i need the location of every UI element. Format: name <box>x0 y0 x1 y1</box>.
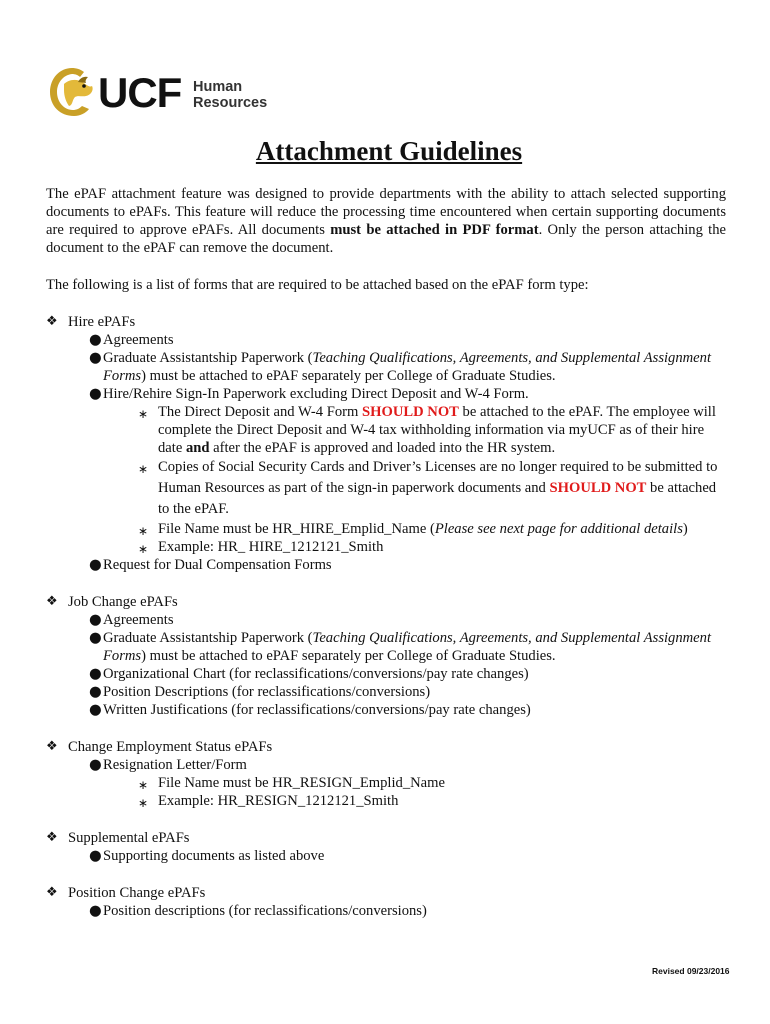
bullet-icon: ● <box>89 349 102 366</box>
list-item <box>46 331 726 349</box>
asterisk-bullet-icon: ∗ <box>138 524 149 538</box>
section-heading <box>46 313 726 331</box>
sub-item-text: after the ePAF is approved and loaded into the HR system. <box>209 440 556 456</box>
diamond-bullet-icon: ❖ <box>46 594 58 609</box>
asterisk-bullet-icon: ∗ <box>138 462 149 476</box>
list-item-text: Hire/Rehire Sign-In Paperwork excluding Direct Deposit and W-4 Form. <box>103 386 529 402</box>
list-item <box>46 902 726 920</box>
section-hire <box>46 313 726 574</box>
sub-item-text: The Direct Deposit and W-4 Form <box>158 404 362 420</box>
list-item-italic: Teaching Qualifications, Agreements, and Supplemental Assignment Forms <box>103 630 712 664</box>
list-item-text: ) must be attached to ePAF separately per College of Graduate Studies. <box>141 368 556 384</box>
list-item <box>46 756 726 774</box>
list-item <box>46 701 726 719</box>
logo-subtitle-line-2: Resources <box>193 95 268 111</box>
section-heading <box>46 593 726 611</box>
asterisk-bullet-icon: ∗ <box>138 796 149 810</box>
list-item-italic: Teaching Qualifications, Agreements, and Supplemental Assignment Forms <box>103 350 712 384</box>
list-item-text: Graduate Assistantship Paperwork ( <box>103 350 313 366</box>
ucf-hr-logo <box>42 62 282 122</box>
asterisk-bullet-icon: ∗ <box>138 542 149 556</box>
asterisk-bullet-icon: ∗ <box>138 778 149 792</box>
section-heading-text: Hire ePAFs <box>68 314 136 330</box>
revision-date: Revised 09/23/2016 <box>652 966 730 976</box>
sub-item-italic: Please see next page for additional details <box>434 521 683 537</box>
section-heading-text: Change Employment Status ePAFs <box>68 739 273 755</box>
lead-paragraph: The following is a list of forms that are required to be attached based on the ePAF form type: <box>46 277 589 293</box>
list-item <box>46 349 726 385</box>
emphasis-warning: SHOULD NOT <box>362 404 459 420</box>
section-job-change <box>46 593 726 719</box>
bullet-icon: ● <box>89 683 102 700</box>
list-item-text: Written Justifications (for reclassifications/conversions/pay rate changes) <box>103 702 531 718</box>
sub-list-item <box>46 538 726 556</box>
section-position-change <box>46 884 726 920</box>
bullet-icon: ● <box>89 847 102 864</box>
bullet-icon: ● <box>89 331 102 348</box>
list-item-text: Position Descriptions (for reclassifications/conversions) <box>103 684 431 700</box>
bullet-icon: ● <box>89 629 102 646</box>
list-item <box>46 385 726 403</box>
sub-list-item <box>46 403 726 457</box>
sub-list-item <box>46 457 726 520</box>
logo-subtitle <box>193 79 267 111</box>
sub-item-text: Example: HR_ HIRE_1212121_Smith <box>158 539 384 555</box>
list-item <box>46 611 726 629</box>
section-supplemental <box>46 829 726 865</box>
section-heading <box>46 738 726 756</box>
page-title: Attachment Guidelines <box>255 136 523 166</box>
bullet-icon: ● <box>89 756 102 773</box>
list-item-text: Agreements <box>103 612 174 628</box>
list-item <box>46 665 726 683</box>
document-body <box>46 185 726 920</box>
section-heading-text: Position Change ePAFs <box>68 885 206 901</box>
sub-list-item <box>46 792 726 810</box>
sub-list-item <box>46 774 726 792</box>
sub-item-text: Copies of Social Security Cards and Driver’s Licenses are no longer required to be submitted to Human Resources as part of the sign-in paperwork documents and <box>158 459 718 496</box>
intro-text-end: . Only the person attaching the document to the ePAF can remove the document. <box>46 222 726 256</box>
intro-bold-text: must be attached in PDF format <box>330 222 539 238</box>
pegasus-icon <box>42 62 102 122</box>
diamond-bullet-icon: ❖ <box>46 830 58 845</box>
list-item <box>46 847 726 865</box>
section-heading-text: Supplemental ePAFs <box>68 830 190 846</box>
bullet-icon: ● <box>89 902 102 919</box>
logo-ucf-wordmark: UCF <box>98 69 182 116</box>
diamond-bullet-icon: ❖ <box>46 314 58 329</box>
diamond-bullet-icon: ❖ <box>46 885 58 900</box>
intro-paragraph <box>46 185 726 257</box>
asterisk-bullet-icon: ∗ <box>138 407 149 421</box>
section-heading <box>46 884 726 902</box>
logo-subtitle-line-1: Human <box>193 79 243 95</box>
list-item <box>46 683 726 701</box>
sub-item-text: File Name must be HR_RESIGN_Emplid_Name <box>158 775 445 791</box>
list-item-text: Position descriptions (for reclassifications/conversions) <box>103 903 427 919</box>
list-item-text: ) must be attached to ePAF separately per College of Graduate Studies. <box>141 648 556 664</box>
sub-item-bold: and <box>185 440 210 456</box>
sub-item-text: be attached to the ePAF. <box>158 480 717 517</box>
sub-item-text: Example: HR_RESIGN_1212121_Smith <box>158 793 399 809</box>
emphasis-warning: SHOULD NOT <box>549 480 647 496</box>
section-heading-text: Job Change ePAFs <box>68 594 178 610</box>
sub-item-text: ) <box>682 521 688 537</box>
section-status-change <box>46 738 726 810</box>
list-item-text: Supporting documents as listed above <box>103 848 325 864</box>
diamond-bullet-icon: ❖ <box>46 739 58 754</box>
list-item-text: Graduate Assistantship Paperwork ( <box>103 630 313 646</box>
bullet-icon: ● <box>89 611 102 628</box>
intro-text: The ePAF attachment feature was designed to provide departments with the ability to attach selected supporting documents to ePAFs. This feature will reduce the processing time encountered when certain supporting documents are required to approve ePAFs. All documents <box>46 186 726 238</box>
list-item <box>46 629 726 665</box>
list-item-text: Organizational Chart (for reclassifications/conversions/pay rate changes) <box>103 666 529 682</box>
bullet-icon: ● <box>89 665 102 682</box>
list-item <box>46 556 726 574</box>
list-item-text: Resignation Letter/Form <box>103 757 247 773</box>
sub-list-item <box>46 520 726 538</box>
bullet-icon: ● <box>89 385 102 402</box>
bullet-icon: ● <box>89 701 102 718</box>
list-item-text: Request for Dual Compensation Forms <box>103 557 332 573</box>
sub-item-text: be attached to the ePAF. The employee will complete the Direct Deposit and W-4 tax withholding information via myUCF as of their hire date <box>158 404 716 456</box>
bullet-icon: ● <box>89 556 102 573</box>
sub-item-text: File Name must be HR_HIRE_Emplid_Name ( <box>158 521 435 537</box>
list-item-text: Agreements <box>103 332 174 348</box>
section-heading <box>46 829 726 847</box>
